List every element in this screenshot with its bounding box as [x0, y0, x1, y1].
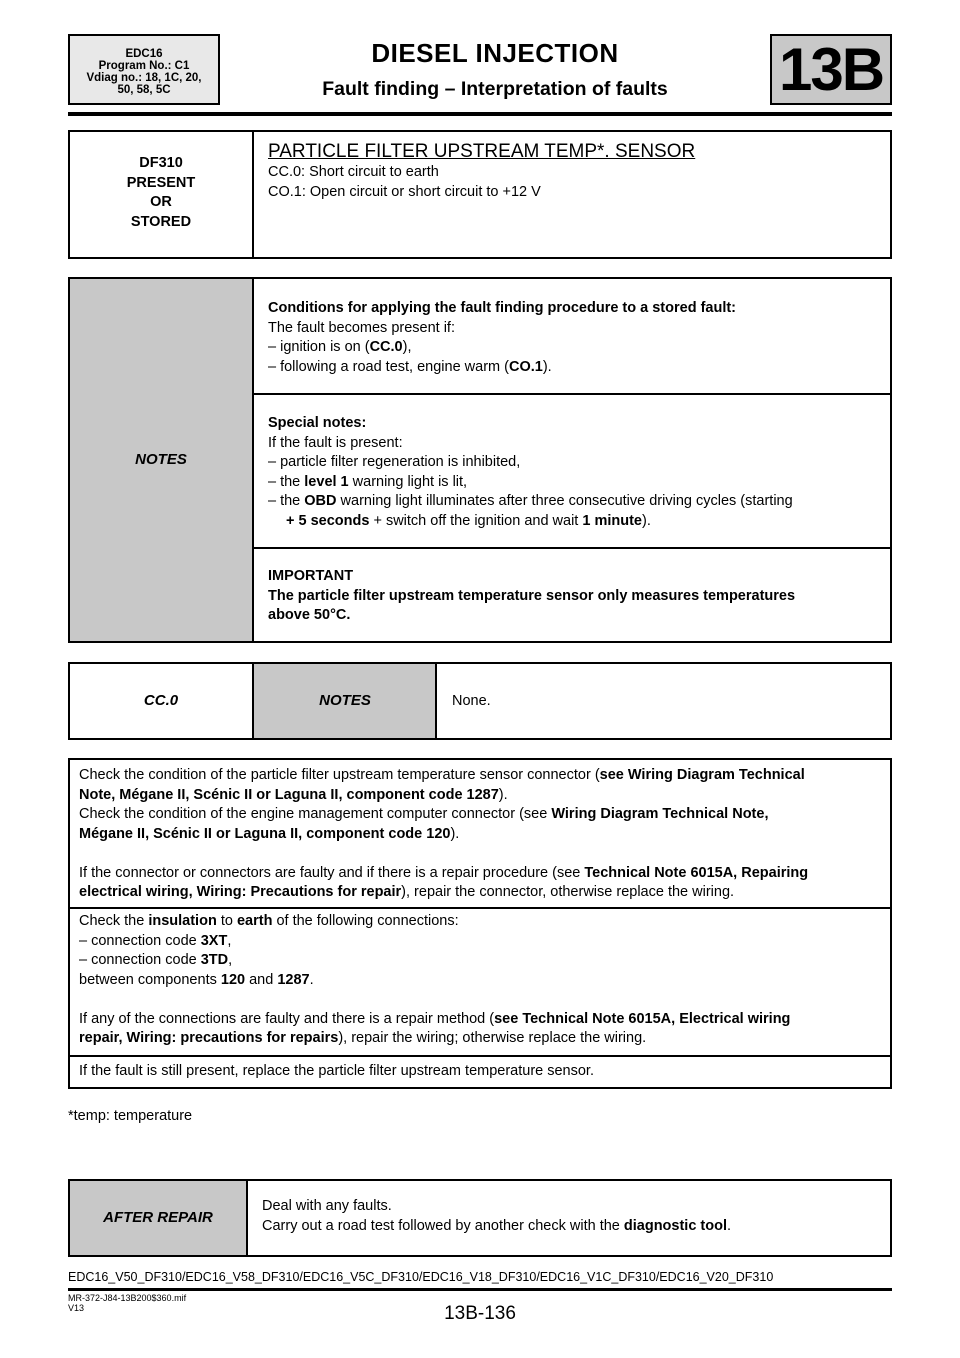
footer-divider	[68, 1288, 892, 1291]
after-repair-line: Deal with any faults.	[262, 1198, 392, 1214]
fault-status-cell	[70, 154, 252, 232]
row-divider	[70, 1055, 890, 1057]
fault-code: DF310	[139, 155, 183, 171]
page-number: 13B-136	[444, 1303, 516, 1324]
list-item: – the OBD warning light illuminates after three consecutive driving cycles (starting	[268, 493, 793, 509]
fault-status-line: OR	[150, 194, 172, 210]
important-title: IMPORTANT	[268, 568, 354, 584]
notes-label: NOTES	[135, 451, 187, 468]
connector-check-section	[79, 766, 885, 903]
reference-code: EDC16_V50_DF310/EDC16_V58_DF310/EDC16_V5C_DF310/EDC16_V18_DF310/EDC16_V1C_DF310/EDC16_V20_DF310	[68, 1270, 774, 1284]
column-divider	[252, 279, 254, 641]
list-item: – the level 1 warning light is lit,	[268, 473, 468, 490]
check-line: Check the condition of the engine management computer connector (see Wiring Diagram Technical Note,	[79, 806, 769, 822]
doc-info-line: EDC16	[125, 48, 163, 60]
cc0-code: CC.0	[143, 692, 179, 709]
after-repair-table	[68, 1179, 892, 1257]
row-divider	[254, 547, 890, 549]
fault-name: PARTICLE FILTER UPSTREAM TEMP*. SENSOR	[268, 141, 696, 162]
column-divider	[252, 132, 254, 257]
fault-state: CC.0: Short circuit to earth	[268, 164, 439, 180]
after-repair-label: AFTER REPAIR	[103, 1209, 213, 1226]
notes-table	[68, 277, 892, 643]
special-notes-section	[268, 414, 878, 531]
check-line: between components 120 and 1287.	[79, 971, 314, 988]
source-file: MR-372-J84-13B200$360.mif	[68, 1293, 187, 1303]
special-notes-intro: If the fault is present:	[268, 434, 403, 451]
doc-info-line: 50, 58, 5C	[117, 84, 171, 96]
footnote: *temp: temperature	[68, 1108, 193, 1124]
fault-status-line: PRESENT	[126, 174, 196, 191]
fault-status-line: STORED	[130, 213, 192, 230]
check-line: Check the condition of the particle filter upstream temperature sensor connector (see Wiring Diagram Technical	[79, 767, 805, 783]
cc0-notes-label: NOTES	[319, 692, 371, 709]
page-subtitle: Fault finding – Interpretation of faults	[322, 78, 668, 100]
section-code-box: 13B	[770, 34, 892, 105]
after-repair-line: Carry out a road test followed by another check with the diagnostic tool.	[262, 1217, 732, 1234]
header-divider	[68, 112, 892, 116]
list-item: – ignition is on (CC.0),	[268, 339, 412, 355]
insulation-check-section	[79, 912, 885, 1049]
conditions-intro: The fault becomes present if:	[268, 319, 455, 336]
row-divider	[254, 393, 890, 395]
check-line: Mégane II, Scénic II or Laguna II, component code 120).	[79, 825, 460, 842]
doc-info-line: Program No.: C1	[98, 60, 190, 72]
list-item: – following a road test, engine warm (CO.1).	[268, 358, 552, 375]
conditions-title: Conditions for applying the fault finding procedure to a stored fault:	[268, 300, 737, 316]
conditions-section	[268, 299, 878, 377]
list-item-continuation: + 5 seconds + switch off the ignition and wait 1 minute).	[286, 512, 651, 529]
fault-state: CO.1: Open circuit or short circuit to +12 V	[268, 183, 541, 200]
check-line: electrical wiring, Wiring: Precautions for repair), repair the connector, otherwise replace the wiring.	[79, 884, 735, 900]
important-section	[268, 567, 878, 626]
check-line: Note, Mégane II, Scénic II or Laguna II, component code 1287).	[79, 786, 508, 803]
fault-description-table	[68, 130, 892, 259]
row-divider	[70, 907, 890, 909]
document-info-box	[68, 34, 220, 105]
check-line: If any of the connections are faulty and there is a repair method (see Technical Note 6015A, Electrical wiring	[79, 1010, 791, 1027]
column-divider	[246, 1181, 248, 1255]
cc0-table	[68, 662, 892, 740]
check-line: repair, Wiring: precautions for repairs), repair the wiring; otherwise replace the wiring.	[79, 1030, 647, 1046]
check-line: Check the insulation to earth of the following connections:	[79, 913, 459, 929]
list-item: – connection code 3TD,	[79, 952, 233, 968]
check-line: If the connector or connectors are faulty and if there is a repair procedure (see Technical Note 6015A, Repairing	[79, 864, 809, 881]
page-title: DIESEL INJECTION	[371, 38, 619, 68]
special-notes-title: Special notes:	[268, 415, 367, 431]
version: V13	[68, 1303, 85, 1313]
important-text: The particle filter upstream temperature sensor only measures temperatures	[268, 587, 796, 604]
cc0-notes-text: None.	[452, 693, 491, 709]
doc-info-line: Vdiag no.: 18, 1C, 20,	[86, 72, 202, 84]
important-text: above 50°C.	[268, 607, 351, 623]
final-step: If the fault is still present, replace the particle filter upstream temperature sensor.	[79, 1063, 594, 1079]
list-item: – connection code 3XT,	[79, 932, 232, 949]
fault-detail-cell	[268, 141, 878, 202]
after-repair-text	[262, 1197, 882, 1236]
list-item: – particle filter regeneration is inhibited,	[268, 454, 521, 470]
check-procedure-table	[68, 758, 892, 1089]
